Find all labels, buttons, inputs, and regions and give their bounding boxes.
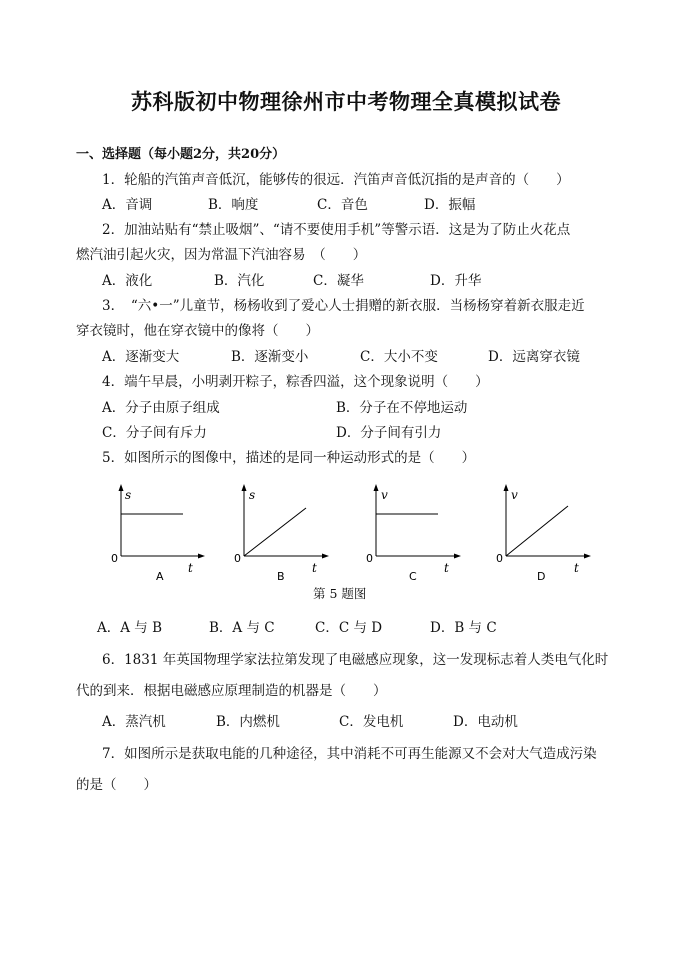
question-6-option-d: D．电动机 xyxy=(453,714,518,730)
question-5-text: 5．如图所示的图像中，描述的是同一种运动形式的是（ ） xyxy=(102,450,476,466)
question-2-line-1: 2．加油站贴有“禁止吸烟”、“请不要使用手机”等警示语．这是为了防止火花点 xyxy=(102,222,571,238)
question-4-text: 4．端午早晨，小明剥开粽子，粽香四溢，这个现象说明（ ） xyxy=(102,374,489,390)
graph-a-x-label: t xyxy=(188,561,193,575)
question-3-option-d: D．远离穿衣镜 xyxy=(488,349,580,365)
graph-c-y-arrow xyxy=(374,484,379,491)
question-3-line-2: 穿衣镜时，他在穿衣镜中的像将（ ） xyxy=(76,323,319,339)
question-4-option-b: B．分子在不停地运动 xyxy=(336,400,468,416)
graph-b-line xyxy=(244,508,306,556)
graph-b-svg xyxy=(232,484,332,584)
question-6-line-1: 6．1831 年英国物理学家法拉第发现了电磁感应现象，这一发现标志着人类电气化时 xyxy=(102,652,609,668)
graph-a-svg xyxy=(108,484,208,584)
question-5-option-a: A．A 与 B xyxy=(97,620,163,636)
question-3-option-a: A．逐渐变大 xyxy=(102,349,180,365)
question-3-option-b: B．逐渐变小 xyxy=(231,349,309,365)
graph-c-origin: 0 xyxy=(366,552,373,565)
section-heading: 一、选择题（每小题2分，共20分） xyxy=(76,147,286,162)
graph-d-svg xyxy=(494,484,594,584)
graph-d-origin: 0 xyxy=(496,552,503,565)
graph-d-label: D xyxy=(537,570,546,583)
graph-a-label: A xyxy=(156,570,164,583)
graph-b-x-label: t xyxy=(312,561,317,575)
graph-d-y-arrow xyxy=(504,484,509,491)
question-5-option-c: C．C 与 D xyxy=(315,620,383,636)
question-6-line-2: 代的到来．根据电磁感应原理制造的机器是（ ） xyxy=(76,683,387,699)
question-2-line-2: 燃汽油引起火灾，因为常温下汽油容易 （ ） xyxy=(76,247,367,263)
question-2-option-b: B．汽化 xyxy=(214,273,265,289)
figure-caption: 第 5 题图 xyxy=(313,586,367,601)
question-1-text: 1．轮船的汽笛声音低沉，能够传的很远．汽笛声音低沉指的是声音的（ ） xyxy=(102,172,570,188)
question-1-option-a: A．音调 xyxy=(102,197,153,213)
graph-c-label: C xyxy=(409,570,417,583)
graph-d xyxy=(494,484,594,588)
question-6-option-a: A．蒸汽机 xyxy=(102,714,166,730)
graph-c xyxy=(364,484,464,588)
question-1-option-d: D．振幅 xyxy=(424,197,476,213)
graph-d-line xyxy=(506,506,568,556)
question-3-option-c: C．大小不变 xyxy=(360,349,438,365)
graph-a xyxy=(108,484,208,588)
graph-b-x-arrow xyxy=(322,554,329,559)
question-1-option-b: B．响度 xyxy=(208,197,259,213)
graph-d-y-label: v xyxy=(511,488,518,502)
page-title: 苏科版初中物理徐州市中考物理全真模拟试卷 xyxy=(131,89,561,114)
graph-b-origin: 0 xyxy=(234,552,241,565)
graph-a-y-label: s xyxy=(125,488,132,502)
graph-c-y-label: v xyxy=(381,488,388,502)
graph-a-origin: 0 xyxy=(111,552,118,565)
question-3-line-1: 3． “六•一”儿童节，杨杨收到了爱心人士捐赠的新衣服．当杨杨穿着新衣服走近 xyxy=(102,298,585,314)
graph-d-x-label: t xyxy=(574,561,579,575)
graph-a-y-arrow xyxy=(119,484,124,491)
graph-a-x-arrow xyxy=(198,554,205,559)
question-5-option-d: D．B 与 C xyxy=(430,620,497,636)
graph-b-y-arrow xyxy=(242,484,247,491)
question-4-option-a: A．分子由原子组成 xyxy=(102,400,220,416)
question-2-option-a: A．液化 xyxy=(102,273,153,289)
graph-c-svg xyxy=(364,484,464,584)
question-6-option-b: B．内燃机 xyxy=(216,714,280,730)
question-2-option-c: C．凝华 xyxy=(313,273,364,289)
question-7-line-1: 7．如图所示是获取电能的几种途径，其中消耗不可再生能源又不会对大气造成污染 xyxy=(102,746,597,762)
question-1-option-c: C．音色 xyxy=(317,197,368,213)
question-5-option-b: B．A 与 C xyxy=(209,620,275,636)
question-4-option-d: D．分子间有引力 xyxy=(336,425,442,441)
question-6-option-c: C．发电机 xyxy=(339,714,404,730)
graph-b-y-label: s xyxy=(249,488,256,502)
question-7-line-2: 的是（ ） xyxy=(76,777,157,793)
question-2-option-d: D．升华 xyxy=(430,273,482,289)
graph-c-x-arrow xyxy=(454,554,461,559)
graph-c-x-label: t xyxy=(444,561,449,575)
graph-b-label: B xyxy=(277,570,285,583)
graph-b xyxy=(232,484,332,588)
question-4-option-c: C．分子间有斥力 xyxy=(102,425,207,441)
graph-d-x-arrow xyxy=(584,554,591,559)
